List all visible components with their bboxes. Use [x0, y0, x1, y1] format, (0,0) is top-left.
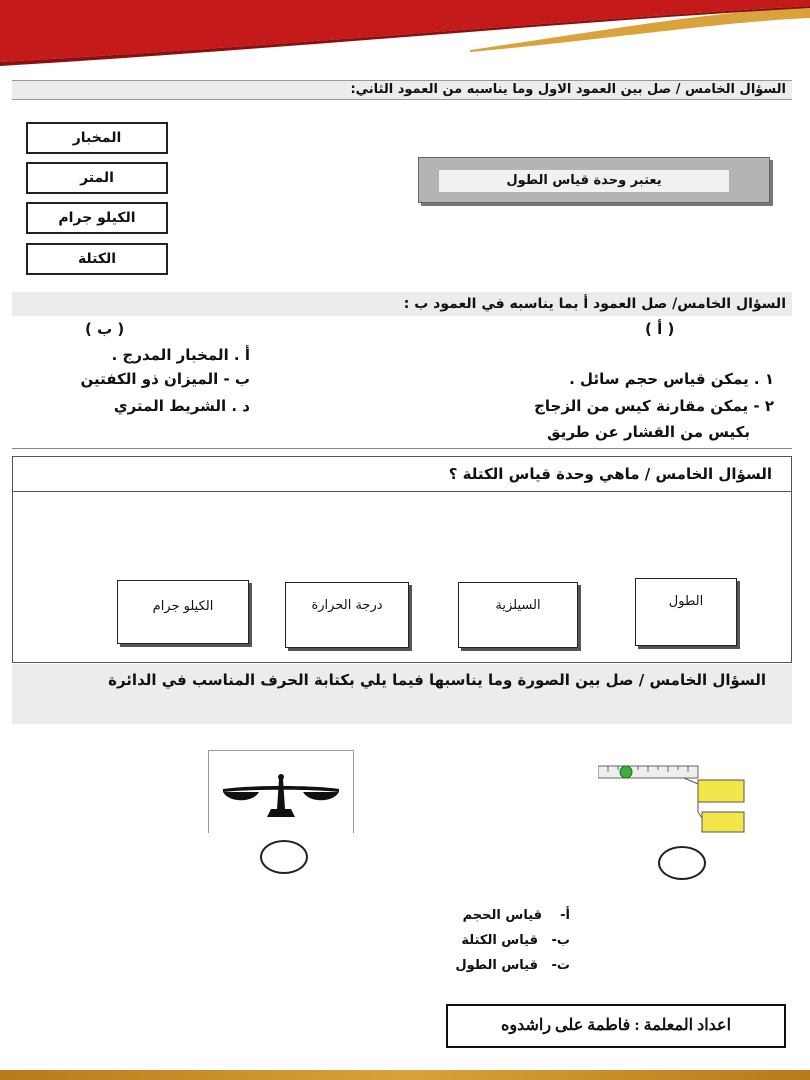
answer-option: ب- قياس الكتلة: [461, 933, 570, 948]
section2-title: السؤال الخامس/ صل العمود أ بما يناسبه في العمود ب :: [12, 292, 792, 316]
header-decoration: [0, 0, 810, 70]
statement-text: يعتبر وحدة قياس الطول: [439, 170, 729, 192]
balance-scale-icon: [209, 751, 353, 833]
measuring-tape-image: [598, 750, 748, 840]
col-a-item: ١ . يمكن قياس حجم سائل .: [569, 370, 774, 388]
option-box: الكتلة: [26, 243, 168, 275]
choice-card: درجة الحرارة: [285, 582, 409, 648]
col-a-item: بكيس من القشار عن طريق: [547, 423, 750, 441]
divider: [12, 448, 792, 449]
option-box: المتر: [26, 162, 168, 194]
choice-card: الطول: [635, 578, 737, 646]
answer-circle[interactable]: [260, 840, 308, 874]
col-a-header: ( أ ): [645, 320, 675, 338]
measuring-tape-icon: [598, 750, 748, 840]
answer-circle[interactable]: [658, 846, 706, 880]
col-b-item: ب - الميزان ذو الكفتين: [80, 370, 250, 388]
option-box: المخبار: [26, 122, 168, 154]
col-b-item: أ . المخبار المدرج .: [111, 346, 250, 364]
col-b-item: د . الشريط المتري: [113, 397, 250, 415]
choice-card: الكيلو جرام: [117, 580, 249, 644]
section3-title: السؤال الخامس / ماهي وحدة قياس الكتلة ؟: [12, 456, 792, 492]
answer-option: ت- قياس الطول: [455, 958, 570, 973]
statement-box: [418, 157, 770, 203]
section4-title: السؤال الخامس / صل بين الصورة وما يناسبها فيما يلي بكتابة الحرف المناسب في الدائرة: [12, 664, 792, 724]
section1-title: السؤال الخامس / صل بين العمود الاول وما يناسبه من العمود الثاني:: [12, 80, 792, 100]
col-a-item: ٢ - يمكن مقارنة كيس من الزجاج: [534, 397, 774, 415]
footer-bar: [0, 1070, 810, 1080]
option-box: الكيلو جرام: [26, 202, 168, 234]
teacher-name: اعداد المعلمة : فاطمة على راشدوه: [446, 1004, 786, 1048]
col-b-header: ( ب ): [85, 320, 125, 338]
answer-option: أ- قياس الحجم: [462, 908, 570, 923]
choice-card: السيلزية: [458, 582, 578, 648]
balance-scale-image: [208, 750, 354, 833]
